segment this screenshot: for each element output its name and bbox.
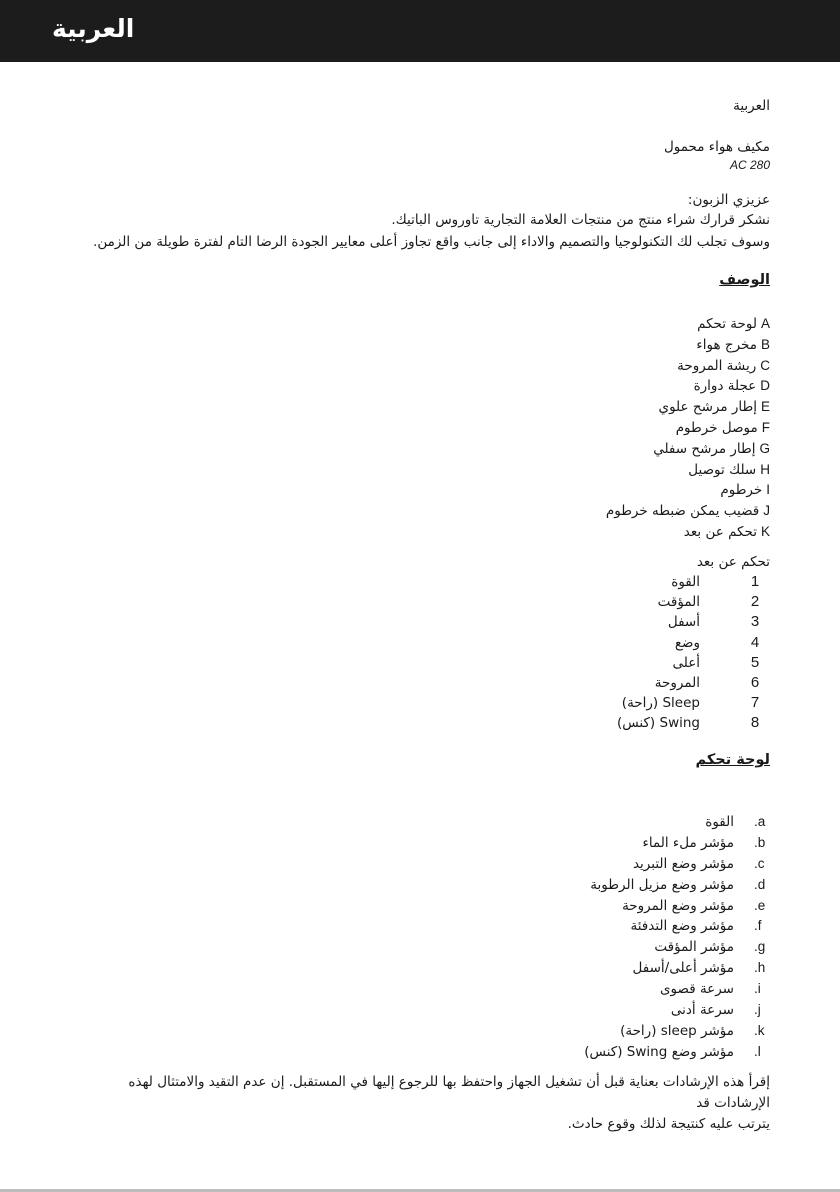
remote-label: أعلى: [672, 654, 700, 671]
part-key: A: [760, 316, 770, 331]
thanks-text: نشكر قرارك شراء منتج من منتجات العلامة التجارية تاوروس الباتيك.: [391, 212, 770, 228]
remote-item: [617, 713, 770, 733]
part-key: H: [760, 461, 770, 477]
promise-text: وسوف تجلب لك التكنولوجيا والتصميم والاداء إلى جانب واقع تجاوز أعلى معايير الجودة الرضا التام لفترة طويلة من الزمن.: [93, 234, 770, 250]
footer-warning: [70, 1072, 770, 1135]
part-label: عجلة دوارة: [693, 378, 757, 395]
part-label: خرطوم: [720, 482, 763, 499]
parts-item: [606, 418, 770, 439]
panel-letter: b.: [754, 834, 766, 850]
remote-number: 3: [750, 613, 760, 631]
remote-number: 5: [750, 653, 760, 671]
remote-item: [617, 633, 770, 653]
panel-item: [584, 979, 770, 1000]
description-heading: الوصف: [719, 272, 770, 288]
panel-label: سرعة قصوى: [659, 981, 734, 998]
panel-item: [584, 875, 770, 896]
panel-letter: d.: [754, 876, 766, 892]
panel-letter: j.: [754, 1002, 761, 1018]
part-key: G: [759, 440, 770, 456]
part-key: F: [761, 419, 770, 435]
remote-label: وضع: [674, 634, 700, 651]
remote-item: [617, 673, 770, 693]
parts-item: [606, 376, 770, 397]
remote-item: [617, 653, 770, 673]
parts-item: [606, 397, 770, 418]
panel-label: مؤشر المؤقت: [654, 939, 734, 956]
part-key: E: [760, 399, 770, 415]
part-key: I: [766, 482, 770, 498]
panel-item: [584, 958, 770, 979]
panel-label: مؤشر ملء الماء: [642, 834, 734, 851]
remote-item: [617, 592, 770, 612]
part-label: إطار مرشح علوي: [658, 399, 757, 416]
panel-label: مؤشر وضع التبريد: [632, 855, 734, 872]
panel-letter: a.: [754, 814, 766, 829]
product-name: مكيف هواء محمول: [663, 139, 770, 155]
panel-label: مؤشر وضع المروحة: [622, 897, 734, 914]
remote-label: Swing (كنس): [616, 715, 700, 732]
remote-number: 6: [750, 673, 760, 691]
panel-item: [584, 833, 770, 854]
remote-label: Sleep (راحة): [621, 695, 700, 712]
part-label: تحكم عن بعد: [683, 523, 757, 540]
part-key: C: [760, 357, 770, 373]
panel-label: سرعة أدنى: [670, 1002, 734, 1019]
part-label: ريشة المروحة: [677, 357, 757, 374]
part-label: مخرج هواء: [696, 336, 757, 353]
part-label: موصل خرطوم: [675, 419, 758, 436]
control-panel-list: [584, 812, 770, 1063]
part-key: B: [760, 336, 770, 352]
panel-item: [584, 896, 770, 917]
panel-label: مؤشر وضع مزيل الرطوبة: [590, 876, 734, 893]
header-title: العربية: [52, 14, 135, 43]
panel-letter: k.: [754, 1022, 765, 1038]
part-label: قضيب يمكن ضبطه خرطوم: [605, 503, 760, 520]
part-key: J: [763, 503, 770, 519]
parts-item: [606, 480, 770, 501]
remote-number: 1: [750, 573, 760, 590]
panel-item: [584, 1021, 770, 1042]
parts-item: [606, 314, 770, 335]
part-key: D: [760, 378, 770, 394]
panel-item: [584, 812, 770, 833]
panel-item: [584, 1000, 770, 1021]
panel-label: مؤشر وضع التدفئة: [630, 918, 734, 935]
parts-item: [606, 356, 770, 377]
panel-label: مؤشر وضع Swing (كنس): [584, 1043, 734, 1060]
parts-item: [606, 522, 770, 543]
panel-letter: l.: [754, 1043, 761, 1059]
panel-item: [584, 916, 770, 937]
remote-number: 2: [750, 593, 760, 611]
remote-number: 8: [750, 714, 760, 732]
panel-letter: i.: [754, 981, 761, 997]
remote-number: 7: [750, 694, 760, 712]
panel-item: [584, 937, 770, 958]
footer-line-1: إقرأ هذه الإرشادات بعناية قبل أن تشغيل الجهاز واحتفظ بها للرجوع إليها في المستقبل. إن عدم التقيد والامتثال لهذه الإرشادات قد: [128, 1074, 770, 1111]
remote-item: [617, 612, 770, 632]
header-bar: [0, 0, 840, 62]
parts-item: [606, 439, 770, 460]
remote-label: المروحة: [654, 674, 700, 691]
panel-label: القوة: [705, 814, 734, 830]
panel-letter: f.: [754, 918, 762, 934]
panel-item: [584, 854, 770, 875]
panel-label: مؤشر sleep (راحة): [620, 1022, 734, 1039]
parts-list: [606, 314, 770, 543]
remote-label: المؤقت: [657, 594, 700, 611]
remote-list: [617, 572, 770, 734]
panel-letter: g.: [754, 939, 766, 955]
panel-label: مؤشر أعلى/أسفل: [632, 960, 734, 977]
panel-item: [584, 1042, 770, 1063]
part-label: لوحة تحكم: [697, 316, 757, 332]
remote-item: [617, 572, 770, 592]
part-label: إطار مرشح سفلي: [653, 440, 756, 457]
panel-letter: e.: [754, 897, 766, 913]
remote-label: أسفل: [667, 614, 700, 631]
parts-item: [606, 501, 770, 522]
parts-item: [606, 335, 770, 356]
panel-letter: c.: [754, 855, 765, 871]
part-key: K: [760, 523, 770, 539]
panel-letter: h.: [754, 960, 766, 976]
footer-line-2: يترتب عليه كنتيجة لذلك وقوع حادث.: [567, 1116, 770, 1132]
remote-label: القوة: [671, 574, 700, 590]
model-number: AC 280: [729, 158, 770, 172]
remote-number: 4: [750, 633, 760, 651]
part-label: سلك توصيل: [688, 461, 757, 478]
language-label: العربية: [733, 98, 770, 114]
remote-item: [617, 693, 770, 713]
control-panel-heading: لوحة تحكم: [695, 752, 770, 768]
greeting: عزيزي الزبون:: [687, 192, 770, 208]
parts-item: [606, 460, 770, 481]
remote-title: تحكم عن بعد: [696, 554, 770, 570]
